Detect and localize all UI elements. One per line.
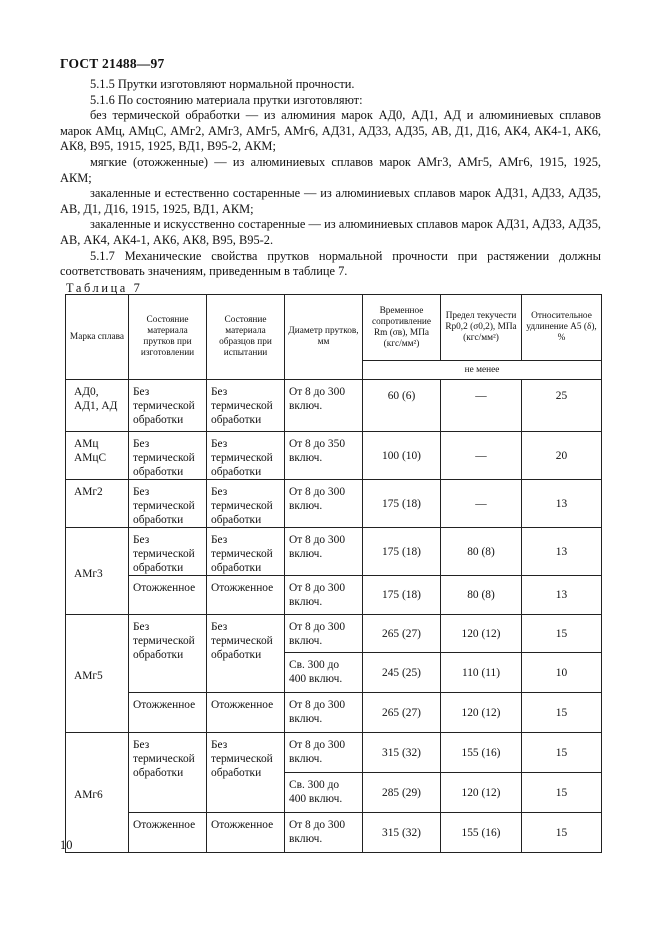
header-not-less: не менее xyxy=(363,361,602,380)
cell-diameter: От 8 до 300 включ. xyxy=(285,615,363,653)
header-tensile-strength: Временное сопротивление Rm (σв), МПа (кгс/мм²) xyxy=(363,295,441,361)
table-row xyxy=(66,528,602,576)
table-row xyxy=(66,432,602,480)
header-state-bars: Состояние материала прутков при изготовлении xyxy=(129,295,207,380)
cell-state-bars: Без термической обработки xyxy=(129,380,207,432)
cell-tensile: 100 (10) xyxy=(363,432,441,480)
mechanical-properties-table xyxy=(65,294,602,853)
cell-elongation: 15 xyxy=(522,773,602,813)
cell-tensile: 265 (27) xyxy=(363,693,441,733)
cell-state-samples: Без термической обработки xyxy=(207,480,285,528)
table-row xyxy=(66,480,602,528)
cell-tensile: 175 (18) xyxy=(363,576,441,615)
table-row xyxy=(66,693,602,733)
table-row xyxy=(66,615,602,653)
cell-state-bars: Отожженное xyxy=(129,576,207,615)
paragraph-5-1-6: 5.1.6 По состоянию материала прутки изготовляют: xyxy=(90,92,363,107)
paragraph-natural-aged: закаленные и естественно состаренные — из алюминиевых сплавов марок АД31, АД33, АД35, АВ, Д1, Д16, 1915, 1925, ВД1, АКМ; xyxy=(60,186,601,216)
cell-state-bars: Без термической обработки xyxy=(129,480,207,528)
header-grade: Марка сплава xyxy=(66,295,129,380)
cell-diameter: От 8 до 300 включ. xyxy=(285,576,363,615)
cell-yield: 120 (12) xyxy=(441,773,522,813)
cell-state-samples: Без термической обработки xyxy=(207,528,285,576)
document-code: ГОСТ 21488—97 xyxy=(60,56,165,71)
cell-state-samples: Без термической обработки xyxy=(207,733,285,813)
table-row xyxy=(66,380,602,432)
cell-grade: АД0, АД1, АД xyxy=(66,380,129,432)
cell-tensile: 175 (18) xyxy=(363,528,441,576)
cell-diameter: Св. 300 до 400 включ. xyxy=(285,653,363,693)
cell-state-bars: Без термической обработки xyxy=(129,733,207,813)
table-row xyxy=(66,576,602,615)
cell-state-samples: Отожженное xyxy=(207,693,285,733)
cell-diameter: От 8 до 300 включ. xyxy=(285,380,363,432)
cell-yield: 155 (16) xyxy=(441,813,522,853)
cell-yield: 110 (11) xyxy=(441,653,522,693)
cell-yield: — xyxy=(441,432,522,480)
paragraph-annealed: мягкие (отожженные) — из алюминиевых сплавов марок АМг3, АМг5, АМг6, 1915, 1925, АКМ; xyxy=(60,154,601,185)
cell-elongation: 25 xyxy=(522,380,602,432)
cell-tensile: 315 (32) xyxy=(363,733,441,773)
cell-diameter: Св. 300 до 400 включ. xyxy=(285,773,363,813)
page-number: 10 xyxy=(60,838,73,852)
table-caption: Таблица 7 xyxy=(66,281,143,295)
cell-state-samples: Без термической обработки xyxy=(207,380,285,432)
paragraph-no-heat-treatment: без термической обработки — из алюминия марок АД0, АД1, АД и алюминиевых сплавов марок АМц, АМцС, АМг2, АМг3, АМг5, АМг6, АД31, АД33, АД35, АВ, Д1, Д16, АК4, АК4-1, АК6, АК8, В95, 1915, 1925, ВД1, В95-2, АКМ; xyxy=(60,108,601,154)
cell-state-bars: Без термической обработки xyxy=(129,528,207,576)
cell-elongation: 20 xyxy=(522,432,602,480)
cell-state-bars: Отожженное xyxy=(129,693,207,733)
cell-tensile: 265 (27) xyxy=(363,615,441,653)
cell-elongation: 15 xyxy=(522,615,602,653)
cell-state-bars: Отожженное xyxy=(129,813,207,853)
cell-grade: АМг3 xyxy=(66,528,129,615)
table-row xyxy=(66,733,602,773)
cell-elongation: 10 xyxy=(522,653,602,693)
cell-elongation: 15 xyxy=(522,693,602,733)
cell-diameter: От 8 до 300 включ. xyxy=(285,528,363,576)
cell-tensile: 315 (32) xyxy=(363,813,441,853)
header-yield-strength: Предел текучести Rp0,2 (σ0,2), МПа (кгс/мм²) xyxy=(441,295,522,361)
cell-state-samples: Без термической обработки xyxy=(207,615,285,693)
table-row xyxy=(66,813,602,853)
cell-yield: — xyxy=(441,480,522,528)
cell-elongation: 15 xyxy=(522,813,602,853)
header-state-samples: Состояние материала образцов при испытании xyxy=(207,295,285,380)
cell-elongation: 13 xyxy=(522,528,602,576)
cell-state-bars: Без термической обработки xyxy=(129,432,207,480)
cell-grade: АМг6 xyxy=(66,733,129,853)
cell-state-samples: Отожженное xyxy=(207,576,285,615)
cell-state-samples: Отожженное xyxy=(207,813,285,853)
cell-grade: АМг2 xyxy=(66,480,129,528)
cell-tensile: 285 (29) xyxy=(363,773,441,813)
header-diameter: Диаметр прутков, мм xyxy=(285,295,363,380)
cell-yield: — xyxy=(441,380,522,432)
body-text xyxy=(60,77,601,280)
cell-yield: 80 (8) xyxy=(441,528,522,576)
cell-tensile: 245 (25) xyxy=(363,653,441,693)
cell-diameter: От 8 до 300 включ. xyxy=(285,693,363,733)
cell-elongation: 13 xyxy=(522,480,602,528)
paragraph-5-1-5: 5.1.5 Прутки изготовляют нормальной прочности. xyxy=(90,77,355,91)
cell-state-samples: Без термической обработки xyxy=(207,432,285,480)
cell-yield: 120 (12) xyxy=(441,615,522,653)
cell-tensile: 60 (6) xyxy=(363,380,441,432)
cell-yield: 155 (16) xyxy=(441,733,522,773)
cell-grade: АМц АМцС xyxy=(66,432,129,480)
cell-state-bars: Без термической обработки xyxy=(129,615,207,693)
paragraph-5-1-7: 5.1.7 Механические свойства прутков нормальной прочности при растяжении должны соответствовать значениям, приведенным в таблице 7. xyxy=(60,248,601,279)
cell-elongation: 15 xyxy=(522,733,602,773)
cell-diameter: От 8 до 350 включ. xyxy=(285,432,363,480)
header-elongation: Относительное удлинение A5 (δ), % xyxy=(522,295,602,361)
cell-grade: АМг5 xyxy=(66,615,129,733)
paragraph-artificial-aged: закаленные и искусственно состаренные — из алюминиевых сплавов марок АД31, АД33, АД35, АВ, АК4, АК4-1, АК6, АК8, В95, В95-2. xyxy=(60,217,601,247)
cell-yield: 80 (8) xyxy=(441,576,522,615)
cell-yield: 120 (12) xyxy=(441,693,522,733)
cell-diameter: От 8 до 300 включ. xyxy=(285,733,363,773)
cell-elongation: 13 xyxy=(522,576,602,615)
cell-tensile: 175 (18) xyxy=(363,480,441,528)
cell-diameter: От 8 до 300 включ. xyxy=(285,480,363,528)
cell-diameter: От 8 до 300 включ. xyxy=(285,813,363,853)
